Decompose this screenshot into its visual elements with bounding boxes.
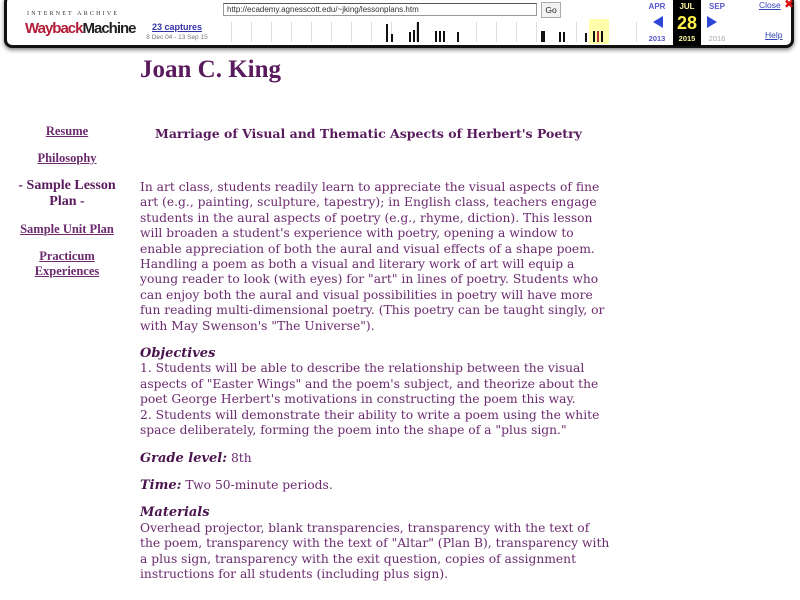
prev-month[interactable]: APR (648, 2, 666, 11)
wayback-toolbar (4, 0, 794, 48)
current-year: 2015 (678, 34, 696, 43)
year-tick (536, 22, 537, 42)
current-year-highlight (589, 19, 609, 44)
next-year: 2016 (708, 34, 726, 43)
captures-info (135, 22, 219, 41)
year-tick (351, 22, 352, 42)
materials-text: Overhead projector, blank transparencies, transparency with the text of the poem, transparency with the text of "Altar" (Plan B), transparency with a plus sign, transparency with the exit question, copies of assignment instructions for all students (including plus sign). (140, 520, 610, 581)
current-month: JUL (679, 2, 695, 11)
year-tick (231, 22, 232, 42)
capture-bar (409, 32, 411, 42)
intro-paragraph: In art class, students readily learn to appreciate the visual aspects of fine art (e.g., painting, sculpture, tapestry); in English class, teachers engage students in the aural aspects of poetry (e.g., rhyme, diction). This lesson will broaden a student's experience with poetry, opening a window to enable appreciation of both the aural and visual effects of a shape poem. Handling a poem as both a visual and literary work of art will equip a young reader to look (with eyes) for "art" in lines of poetry. Students who can enjoy both the aural and visual possibilities in poetry will have more fun reading multi-dimensional poetry. (This poetry can be taught singly, or with May Swenson's "The Universe"). (140, 180, 605, 333)
logo-main-text (25, 20, 136, 37)
time-label: Time: (140, 477, 182, 493)
grade-label: Grade level: (140, 450, 228, 466)
time-section (140, 478, 610, 493)
objectives-section (140, 346, 610, 438)
year-tick (251, 22, 252, 42)
help-link[interactable]: Help (765, 30, 783, 40)
go-button[interactable]: Go (541, 2, 561, 18)
lesson-content (140, 180, 610, 594)
year-tick (476, 22, 477, 42)
prev-arrow-icon[interactable] (653, 16, 663, 28)
captures-range: 8 Dec 04 - 13 Sep 15 (146, 34, 208, 41)
next-arrow-icon[interactable] (707, 16, 717, 28)
capture-bar (417, 22, 419, 42)
next-month[interactable]: SEP (708, 2, 725, 11)
sidebar-item-sample-unit-plan[interactable]: Sample Unit Plan (20, 222, 114, 236)
objective-1: 1. Students will be able to describe the relationship between the visual aspects of "Easter Wings" and the poem's subject, and theorize about the poet George Herbert's motivations in constructing the poem this way. (140, 361, 599, 407)
objectives-heading: Objectives (140, 346, 216, 362)
wayback-logo[interactable] (19, 7, 136, 43)
sidebar-item-resume[interactable]: Resume (45, 124, 89, 138)
sidebar-item-philosophy[interactable]: Philosophy (37, 151, 97, 165)
sidebar-nav (8, 124, 126, 291)
grade-value: 8th (227, 450, 252, 465)
year-tick (576, 22, 577, 42)
year-tick (331, 22, 332, 42)
page-title: Joan C. King (140, 56, 282, 83)
materials-heading: Materials (140, 505, 210, 521)
capture-bar (443, 31, 445, 42)
current-day: 28 (676, 13, 698, 33)
capture-bar (585, 33, 587, 42)
url-input[interactable]: http://ecademy.agnesscott.edu/~jking/lessonplans.htm (223, 3, 537, 16)
capture-bar (435, 31, 437, 42)
year-tick (271, 22, 272, 42)
year-tick (291, 22, 292, 42)
capture-bar (601, 31, 603, 42)
year-tick (371, 22, 372, 42)
close-icon[interactable]: ✖ (784, 0, 795, 11)
capture-bar (391, 34, 393, 42)
capture-bar (457, 32, 459, 42)
logo-top-text: INTERNET ARCHIVE (27, 11, 120, 17)
captures-link[interactable]: 23 captures (151, 22, 203, 32)
capture-bar (593, 31, 595, 42)
capture-bar (386, 24, 388, 42)
close-link[interactable]: Close (759, 0, 781, 10)
year-tick (516, 22, 517, 42)
capture-bar (439, 31, 441, 42)
prev-year[interactable]: 2013 (648, 34, 666, 43)
sidebar-item-practicum-experiences[interactable]: Practicum Experiences (34, 249, 100, 278)
capture-bar (413, 30, 415, 42)
capture-bar (541, 31, 545, 42)
capture-calendar (643, 2, 731, 46)
materials-section (140, 505, 610, 582)
year-tick (496, 22, 497, 42)
grade-level (140, 451, 610, 466)
capture-sparkline[interactable] (221, 19, 639, 44)
logo-wayback: Wayback (25, 20, 83, 37)
year-tick (311, 22, 312, 42)
lesson-title: Marriage of Visual and Thematic Aspects of Herbert's Poetry (155, 126, 582, 141)
next-capture[interactable] (703, 2, 731, 43)
logo-machine: Machine (82, 20, 136, 37)
capture-bar (563, 32, 565, 42)
year-tick (636, 22, 637, 42)
time-value: Two 50-minute periods. (181, 477, 333, 492)
current-capture (673, 0, 701, 46)
prev-capture[interactable] (643, 2, 671, 43)
capture-bar (559, 32, 561, 42)
sidebar-item-sample-lesson-plan: - Sample Lesson Plan - (18, 178, 116, 209)
capture-bar-current (597, 31, 599, 42)
objective-2: 2. Students will demonstrate their ability to write a poem using the white space deliberately, forming the poem into the shape of a "plus sign." (140, 407, 600, 438)
